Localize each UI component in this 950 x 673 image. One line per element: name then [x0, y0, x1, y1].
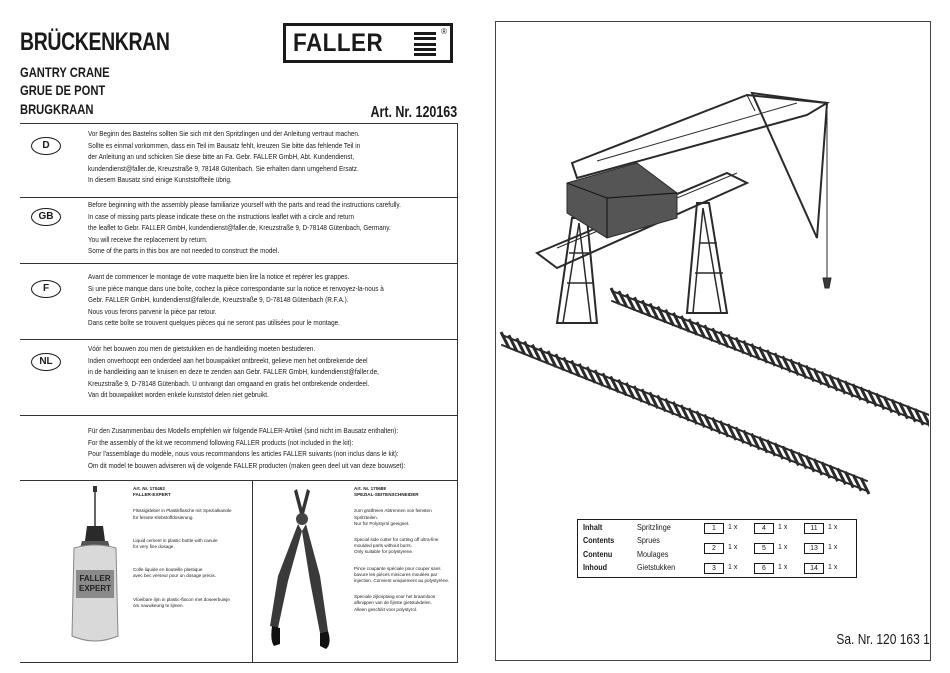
- recommend-line: Für den Zusammenbau des Modells empfehlen wir folgende FALLER-Artikel (sind nicht im Bausatz enthalten):: [88, 426, 399, 435]
- recommend-line: Pour l'assemblage du modèle, nous vous recommandons les articles FALLER suivants (non inclus dans le kit):: [88, 449, 399, 459]
- sprue-qty: 1 x: [778, 524, 788, 531]
- section-divider: [20, 480, 458, 481]
- product-desc-line: injection. Convient uniquement au polystyrène.: [354, 578, 450, 584]
- product-desc-line: Only suitable for polystyrene.: [354, 549, 414, 555]
- product-desc-line: für feinste Klebstoffdosierung.: [133, 514, 194, 520]
- product-title: BRÜCKENKRAN: [20, 28, 170, 56]
- logo-bars-icon: [414, 32, 436, 56]
- product-desc-line: Special side cutter for cutting off ultra-fine: [354, 537, 439, 543]
- product-desc-line: zum gratfreien Abtrennen von feinsten: [354, 508, 432, 514]
- notice-line: Vor Beginn des Bastelns sollten Sie sich mit den Spritzlingen und der Anleitung vertraut machen.: [88, 129, 360, 138]
- recommend-line: For the assembly of the kit we recommend following FALLER products (not included in the kit):: [88, 437, 354, 447]
- section-divider: [20, 415, 458, 416]
- product-art-nr: Art. Nr. 170492: [133, 486, 165, 491]
- notice-line: Before beginning with the assembly please familiarize yourself with the parts and read the instructions carefully.: [88, 200, 401, 209]
- contents-value: Moulages: [637, 549, 669, 559]
- notice-line: Kreuzstraße 9, D-78148 Gütenbach. U ontvangt dan omgaand en gratis het ontbrekende onderdeel.: [88, 378, 370, 388]
- sprue-qty: 1 x: [778, 544, 788, 551]
- sprue-qty: 1 x: [828, 524, 838, 531]
- sprue-qty: 1 x: [728, 524, 738, 531]
- notice-line: Avant de commencer le montage de votre maquette bien lire la notice et repérer les grappes.: [88, 272, 350, 281]
- bottle-label-1: FALLER: [79, 574, 111, 583]
- sprue-number: 6: [754, 563, 774, 574]
- section-divider: [20, 339, 458, 340]
- contents-label: Contents: [583, 535, 615, 545]
- product-desc-line: Vloeibare lijm in plastic-flacon met doseerbuisje: [133, 596, 230, 602]
- product-desc-line: Speciale zijkniptang voor het braamloos: [354, 594, 436, 600]
- sprue-number: 4: [754, 523, 774, 534]
- sprue-number: 3: [704, 563, 724, 574]
- contents-label: Contenu: [583, 549, 613, 559]
- sprue-qty: 1 x: [728, 564, 738, 571]
- notice-line: Si une pièce manque dans une boîte, cochez la pièce correspondante sur la notice et renvoyez-la-nous à: [88, 283, 384, 293]
- notice-nl: [88, 343, 458, 401]
- product-desc-line: bavure les pièces minicures moulées par: [354, 571, 438, 577]
- product-expert-text: [133, 486, 232, 609]
- sprue-number: 13: [804, 543, 824, 554]
- notice-line: Some of the parts in this box are not needed to construct the model.: [88, 246, 280, 256]
- notice-line: In diesem Bausatz sind einige Kunststoffteile übrig.: [88, 175, 232, 185]
- section-divider: [20, 263, 458, 264]
- product-desc-line: for very fine dosage.: [133, 544, 175, 550]
- article-number: Art. Nr. 120163: [370, 104, 457, 121]
- logo-text: FALLER: [293, 28, 384, 57]
- faller-logo: [283, 23, 453, 63]
- contents-value: Sprues: [637, 535, 660, 545]
- product-art-nr: Art. Nr. 170688: [354, 486, 386, 491]
- contents-value: Spritzlinge: [637, 522, 671, 532]
- sprue-number: 5: [754, 543, 774, 554]
- notice-line: der Anleitung an und schicken Sie diese bitte an Fa. Gebr. FALLER GmbH, Abt. Kundendienst,: [88, 152, 355, 162]
- sprue-number: 11: [804, 523, 824, 534]
- notice-line: in de handleiding aan te kruisen en deze te zenden aan Gebr. FALLER GmbH, kundendienst@faller.de,: [88, 367, 379, 377]
- section-divider: [20, 197, 458, 198]
- notice-line: Van dit bouwpakket worden enkele kunststof delen niet gebruikt.: [88, 390, 269, 400]
- notice-line: the leaflet to Gebr. FALLER GmbH, kundendienst@faller.de, Kreuzstraße 9, D-78148 Gütenbach, Germany.: [88, 223, 391, 233]
- products-divider: [252, 480, 253, 663]
- product-name: SPEZIAL-SEITENSCHNEIDER: [354, 492, 419, 498]
- set-number: Sa. Nr. 120 163 1: [836, 631, 930, 648]
- contents-row: [578, 522, 858, 536]
- product-desc-line: afknippen van de fijnste gietstukdelen.: [354, 600, 432, 606]
- product-desc-line: Spritzteilen.: [354, 514, 379, 520]
- notice-gb: [88, 199, 458, 257]
- notice-line: Sollte es einmal vorkommen, dass ein Teil im Bausatz fehlt, kreuzen Sie bitte das fehlende Teil in: [88, 140, 361, 150]
- side-cutter-image: [258, 486, 344, 656]
- product-desc-line: avec bec verseur pour un dosage précis.: [133, 573, 216, 579]
- contents-label: Inhalt: [583, 522, 603, 532]
- subtitle-en: GANTRY CRANE: [20, 64, 110, 80]
- sprue-qty: 1 x: [728, 544, 738, 551]
- product-desc-line: om nauwkeurig te lijmen.: [133, 602, 184, 608]
- sprue-number: 2: [704, 543, 724, 554]
- product-desc-line: Pince coupante spéciale pour couper sans: [354, 565, 441, 571]
- sprue-number: 14: [804, 563, 824, 574]
- product-desc-line: Liquid cement in plastic bottle with canule: [133, 537, 218, 543]
- product-desc-line: moulded parts without burrs.: [354, 543, 412, 549]
- notice-line: kundendienst@faller.de, Kreuzstraße 9, 78148 Gütenbach. Sie erhalten dann umgehend Ersatz.: [88, 163, 359, 173]
- product-cutter-text: [354, 486, 449, 613]
- notice-line: You will receive the replacement by return.: [88, 234, 208, 244]
- notice-line: Vóór het bouwen zou men de gietstukken en de handleiding moeten bestuderen.: [88, 344, 316, 353]
- sprue-qty: 1 x: [828, 564, 838, 571]
- sprue-number: 1: [704, 523, 724, 534]
- bottle-label-2: EXPERT: [78, 584, 112, 593]
- notice-line: Gebr. FALLER GmbH, kundendienst@faller.de, Kreuzstraße 9, D-78148 Gütenbach (R.F.A.).: [88, 295, 349, 305]
- lang-badge-fr: F: [31, 280, 61, 298]
- lang-badge-gb: GB: [31, 208, 61, 226]
- subtitle-fr: GRUE DE PONT: [20, 82, 106, 98]
- recommend-line: Om dit model te bouwen adviseren wij de volgende FALLER producten (maken geen deel uit van deze bouwset):: [88, 460, 406, 470]
- contents-row: [578, 562, 858, 576]
- notice-line: Dans cette boîte se trouvent quelques pièces qui ne seront pas utilisées pour le montage.: [88, 318, 340, 328]
- lang-badge-de: D: [31, 137, 61, 155]
- illustration-page: [475, 0, 950, 673]
- contents-table: [577, 519, 857, 578]
- contents-label: Inhoud: [583, 562, 608, 572]
- product-desc-line: Alleen geschikt voor polystyrol.: [354, 606, 418, 612]
- registered-mark: ®: [441, 27, 447, 36]
- recommendation-text: [88, 425, 458, 471]
- sprue-qty: 1 x: [778, 564, 788, 571]
- notice-de: [88, 128, 458, 186]
- notice-line: In case of missing parts please indicate these on the instructions leaflet with a circle and return: [88, 211, 355, 221]
- lang-badge-nl: NL: [31, 353, 61, 371]
- gantry-crane-illustration: [497, 23, 929, 503]
- notice-line: Nous vous ferons parvenir la pièce par retour.: [88, 306, 217, 316]
- notice-fr: [88, 271, 458, 329]
- contents-value: Gietstukken: [637, 562, 676, 572]
- product-desc-line: Nur für Polystyrol geeignet.: [354, 520, 410, 526]
- contents-row: [578, 549, 858, 563]
- product-desc-line: Colle liquide en bouteille plastique: [133, 567, 203, 573]
- glue-bottle-image: [60, 486, 130, 656]
- product-name: FALLER-EXPERT: [133, 492, 171, 498]
- product-desc-line: Flüssigkleber in Plastikflasche mit Spezialkanüle: [133, 508, 232, 514]
- subtitle-nl: BRUGKRAAN: [20, 101, 94, 117]
- sprue-qty: 1 x: [828, 544, 838, 551]
- notice-line: Indien onverhoopt een onderdeel aan het bouwpakket ontbreekt, gelieve men het ontbrekende deel: [88, 355, 368, 365]
